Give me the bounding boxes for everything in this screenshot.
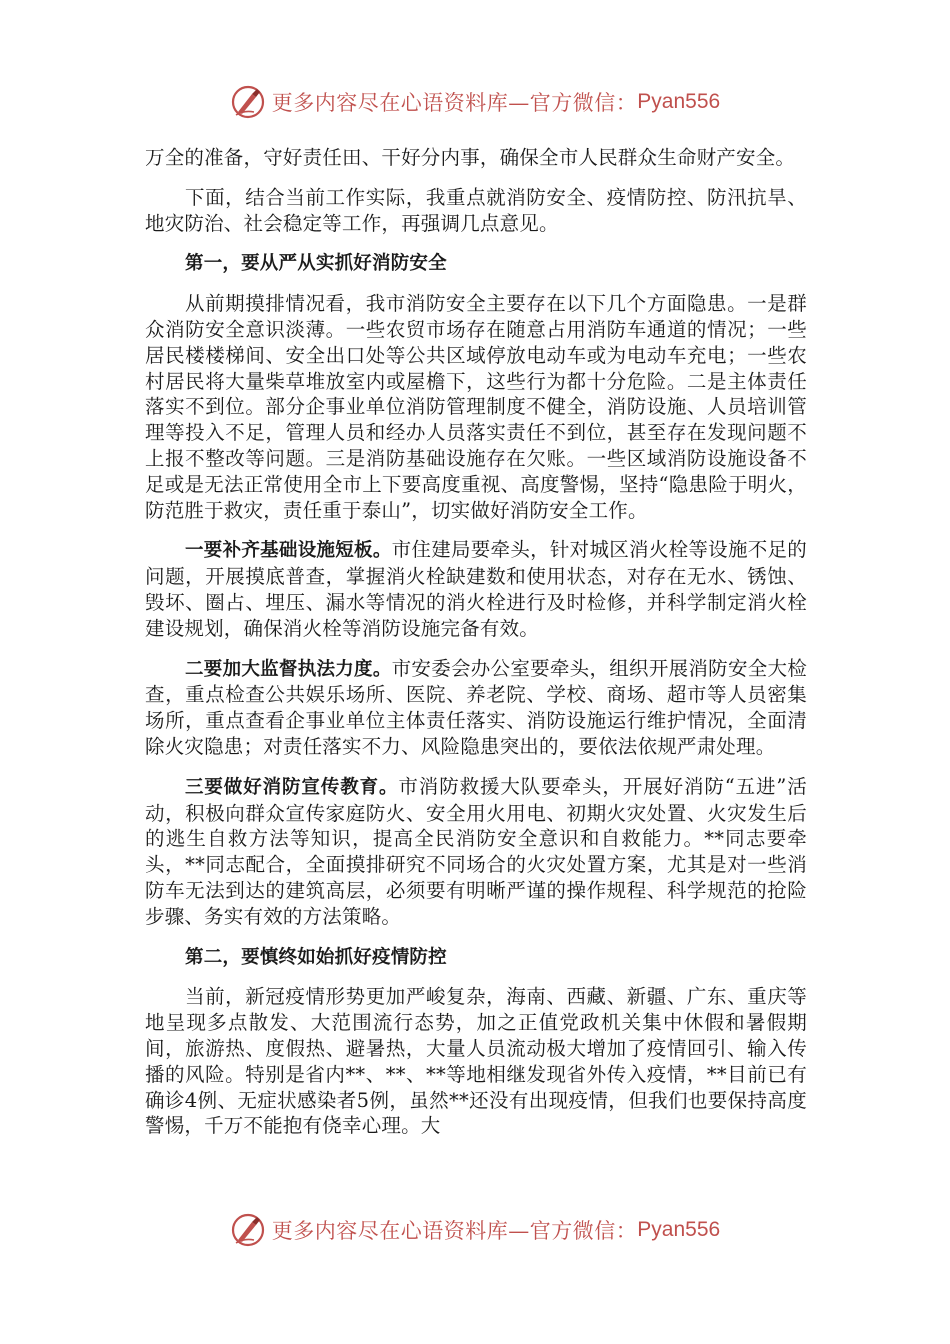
- pen-logo-icon: [230, 1212, 266, 1248]
- paragraph-lead: 三要做好消防宣传教育。: [185, 776, 399, 798]
- paragraph: 当前，新冠疫情形势更加严峻复杂，海南、西藏、新疆、广东、重庆等地呈现多点散发、大范围流行态势，加之正值党政机关集中休假和暑假期间，旅游热、度假热、避暑热，大量人员流动极大增加了疫情回引、输入传播的风险。特别是省内**、**、**等地相继发现省外传入疫情，**目前已有确诊4例、无症状感染者5例，虽然**还没有出现疫情，但我们也要保持高度警惕，千万不能抱有侥幸心理。大: [145, 985, 807, 1138]
- header-banner: [0, 82, 950, 122]
- paragraph: [145, 774, 807, 930]
- paragraph: [145, 537, 807, 641]
- section-heading: 第二，要慎终如始抓好疫情防控: [185, 946, 447, 968]
- paragraph-lead: 一要补齐基础设施短板。: [185, 540, 392, 562]
- paragraph: 万全的准备，守好责任田、干好分内事，确保全市人民群众生命财产安全。: [145, 146, 796, 169]
- paragraph-text: 市消防救援大队要牵头，开展好消防“五进”活动，积极向群众宣传家庭防火、安全用火用电、初期火灾处置、火灾发生后的逃生自救方法等知识，提高全民消防安全意识和自救能力。**同志要牵头，**同志配合，全面摸排研究不同场合的火灾处置方案，尤其是对一些消防车无法到达的建筑高层，必须要有明晰严谨的操作规程、科学规范的抢险步骤、务实有效的方法策略。: [145, 774, 808, 928]
- paragraph: 下面，结合当前工作实际，我重点就消防安全、疫情防控、防汛抗旱、地灾防治、社会稳定等工作，再强调几点意见。: [145, 185, 807, 235]
- paragraph: [145, 656, 807, 760]
- paragraph-lead: 二要加大监督执法力度。: [185, 658, 392, 680]
- banner-wechat-id: Pyan556: [637, 1218, 721, 1241]
- banner-text: 更多内容尽在心语资料库—官方微信：: [271, 1219, 638, 1243]
- paragraph-text: 市住建局要牵头，针对城区消火栓等设施不足的问题，开展摸底普查，掌握消火栓缺建数和使用状态，对存在无水、锈蚀、毁坏、圈占、埋压、漏水等情况的消火栓进行及时检修，并科学制定消火栓建设规划，确保消火栓等消防设施完备有效。: [145, 538, 807, 640]
- banner-text: 更多内容尽在心语资料库—官方微信：: [271, 91, 638, 115]
- paragraph-text: 市安委会办公室要牵头，组织开展消防安全大检查，重点检查公共娱乐场所、医院、养老院、学校、商场、超市等人员密集场所，重点查看企事业单位主体责任落实、消防设施运行维护情况，全面清除火灾隐患；对责任落实不力、风险隐患突出的，要依法依规严肃处理。: [145, 656, 807, 758]
- section-heading: 第一，要从严从实抓好消防安全: [185, 253, 447, 275]
- paragraph: 从前期摸排情况看，我市消防安全主要存在以下几个方面隐患。一是群众消防安全意识淡薄。一些农贸市场存在随意占用消防车通道的情况；一些居民楼楼梯间、安全出口处等公共区域停放电动车或为电动车充电；一些农村居民将大量柴草堆放室内或屋檐下，这些行为都十分危险。二是主体责任落实不到位。部分企事业单位消防管理制度不健全，消防设施、人员培训管理等投入不足，管理人员和经办人员落实责任不到位，甚至存在发现问题不上报不整改等问题。三是消防基础设施存在欠账。一些区域消防设施设备不足或是无法正常使用全市上下要高度重视、高度警惕，坚持“隐患险于明火，防范胜于救灾，责任重于泰山”，切实做好消防安全工作。: [145, 292, 807, 522]
- document-body: [145, 145, 807, 1139]
- pen-logo-icon: [230, 84, 266, 120]
- footer-banner: [0, 1210, 950, 1250]
- banner-wechat-id: Pyan556: [637, 90, 721, 113]
